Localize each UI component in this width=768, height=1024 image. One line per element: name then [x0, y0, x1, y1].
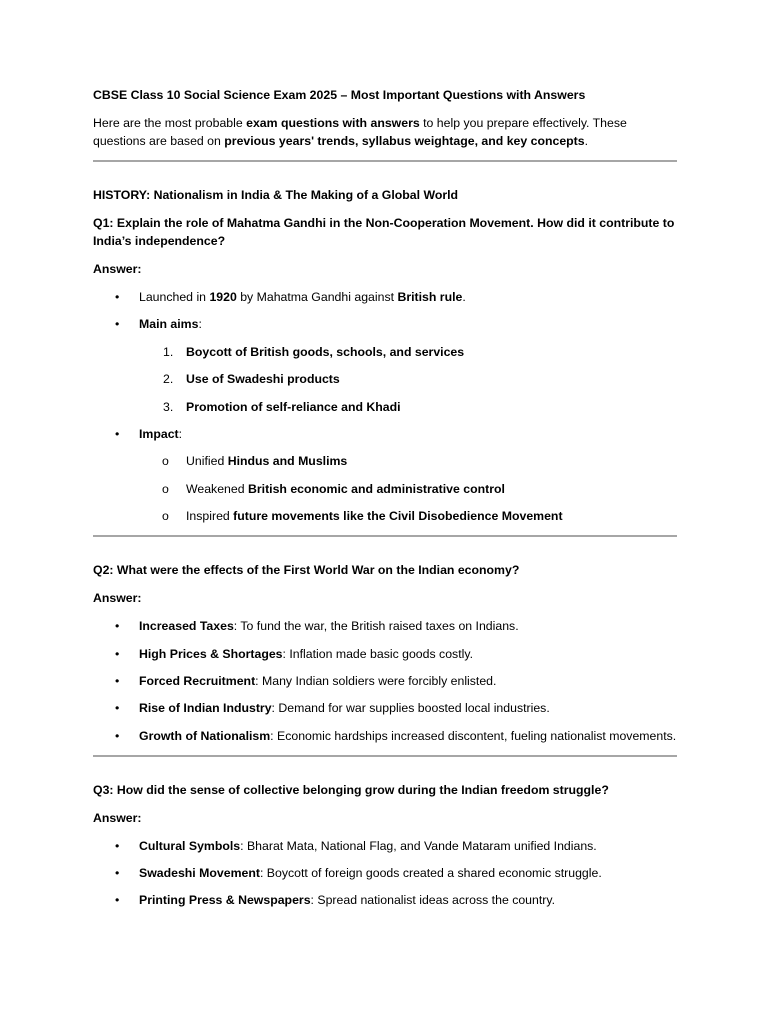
circle-marker: o: [162, 454, 169, 469]
list-item: [93, 370, 677, 388]
number-marker: 3.: [163, 399, 174, 414]
list-item: • Main aims:: [115, 317, 202, 332]
item-term: Swadeshi Movement: [139, 866, 260, 881]
intro-paragraph: Here are the most probable exam questions with answers to help you prepare effectively. These questions are based on previous years' trends, syllabus weightage, and key concepts.: [93, 116, 627, 148]
list-item: [93, 343, 677, 361]
item-description: : Demand for war supplies boosted local industries.: [271, 701, 550, 716]
item-term: Rise of Indian Industry: [139, 701, 272, 716]
number-marker: 1.: [163, 344, 174, 359]
question-2: Q2: What were the effects of the First World War on the Indian economy?: [93, 563, 520, 578]
bullet-marker: •: [115, 646, 120, 661]
question-1: Q1: Explain the role of Mahatma Gandhi in the Non-Cooperation Movement. How did it contribute to India’s independence?: [93, 216, 675, 248]
aim-text: Use of Swadeshi products: [186, 372, 340, 387]
list-item: o Inspired future movements like the Civil Disobedience Movement: [162, 509, 563, 524]
item-term: Increased Taxes: [139, 619, 234, 634]
list-item: o Weakened British economic and administrative control: [162, 481, 505, 496]
list-item-text: Launched in 1920 by Mahatma Gandhi against British rule.: [139, 290, 466, 304]
bullet-marker: •: [115, 426, 120, 441]
q1-impact-sublist: [93, 452, 677, 525]
question-3: Q3: How did the sense of collective belonging grow during the Indian freedom struggle?: [93, 782, 609, 797]
main-aims-label: Main aims: [139, 317, 199, 332]
list-item: • Impact:: [115, 426, 183, 441]
q1-aims-list: [93, 343, 677, 416]
q1-answer-list: [93, 288, 677, 333]
q1-impact-list: [93, 425, 677, 443]
bullet-marker: •: [115, 728, 120, 743]
bullet-marker: •: [115, 619, 120, 634]
list-item: [93, 398, 677, 416]
section-divider: [93, 535, 677, 537]
section-divider: [93, 755, 677, 757]
aim-text: Promotion of self-reliance and Khadi: [186, 399, 401, 414]
q2-answer-list: [93, 617, 677, 745]
list-item: o Unified Hindus and Muslims: [162, 454, 348, 469]
list-item: [93, 864, 677, 882]
list-item: [93, 699, 677, 717]
section-divider: [93, 160, 677, 162]
list-item: [93, 617, 677, 635]
answer-label: Answer:: [93, 810, 142, 825]
section-heading: HISTORY: Nationalism in India & The Making of a Global World: [93, 188, 459, 202]
bullet-marker: •: [115, 866, 120, 881]
item-term: High Prices & Shortages: [139, 646, 283, 661]
item-term: Cultural Symbols: [139, 838, 241, 853]
item-description: : Boycott of foreign goods created a shared economic struggle.: [259, 866, 602, 881]
item-description: : To fund the war, the British raised taxes on Indians.: [233, 619, 519, 634]
item-term: Forced Recruitment: [139, 673, 256, 688]
bullet-marker: •: [115, 673, 120, 688]
number-marker: 2.: [163, 372, 174, 387]
circle-marker: o: [162, 481, 169, 496]
item-term: Growth of Nationalism: [139, 728, 271, 743]
item-description: : Spread nationalist ideas across the country.: [310, 893, 556, 908]
document-body: [93, 86, 677, 919]
impact-label: Impact: [139, 426, 179, 441]
bullet-marker: •: [115, 701, 120, 716]
item-description: : Economic hardships increased discontent, fueling nationalist movements.: [270, 728, 677, 743]
item-description: : Many Indian soldiers were forcibly enlisted.: [255, 673, 497, 688]
q3-answer-list: [93, 837, 677, 910]
list-item: [93, 288, 677, 306]
list-item: [93, 891, 677, 909]
list-item: [93, 727, 677, 745]
bullet-marker: •: [115, 893, 120, 908]
document-title: CBSE Class 10 Social Science Exam 2025 – Most Important Questions with Answers: [93, 88, 586, 102]
aim-text: Boycott of British goods, schools, and services: [186, 344, 465, 359]
item-term: Printing Press & Newspapers: [139, 893, 311, 908]
bullet-marker: •: [115, 838, 120, 853]
answer-label: Answer:: [93, 262, 142, 276]
list-item: [93, 672, 677, 690]
list-item: [93, 645, 677, 663]
bullet-marker: •: [115, 317, 120, 332]
answer-label: Answer:: [93, 591, 142, 606]
bullet-marker: •: [115, 290, 120, 304]
circle-marker: o: [162, 509, 169, 524]
item-description: : Bharat Mata, National Flag, and Vande Mataram unified Indians.: [240, 838, 597, 853]
list-item: [93, 837, 677, 855]
item-description: : Inflation made basic goods costly.: [282, 646, 473, 661]
